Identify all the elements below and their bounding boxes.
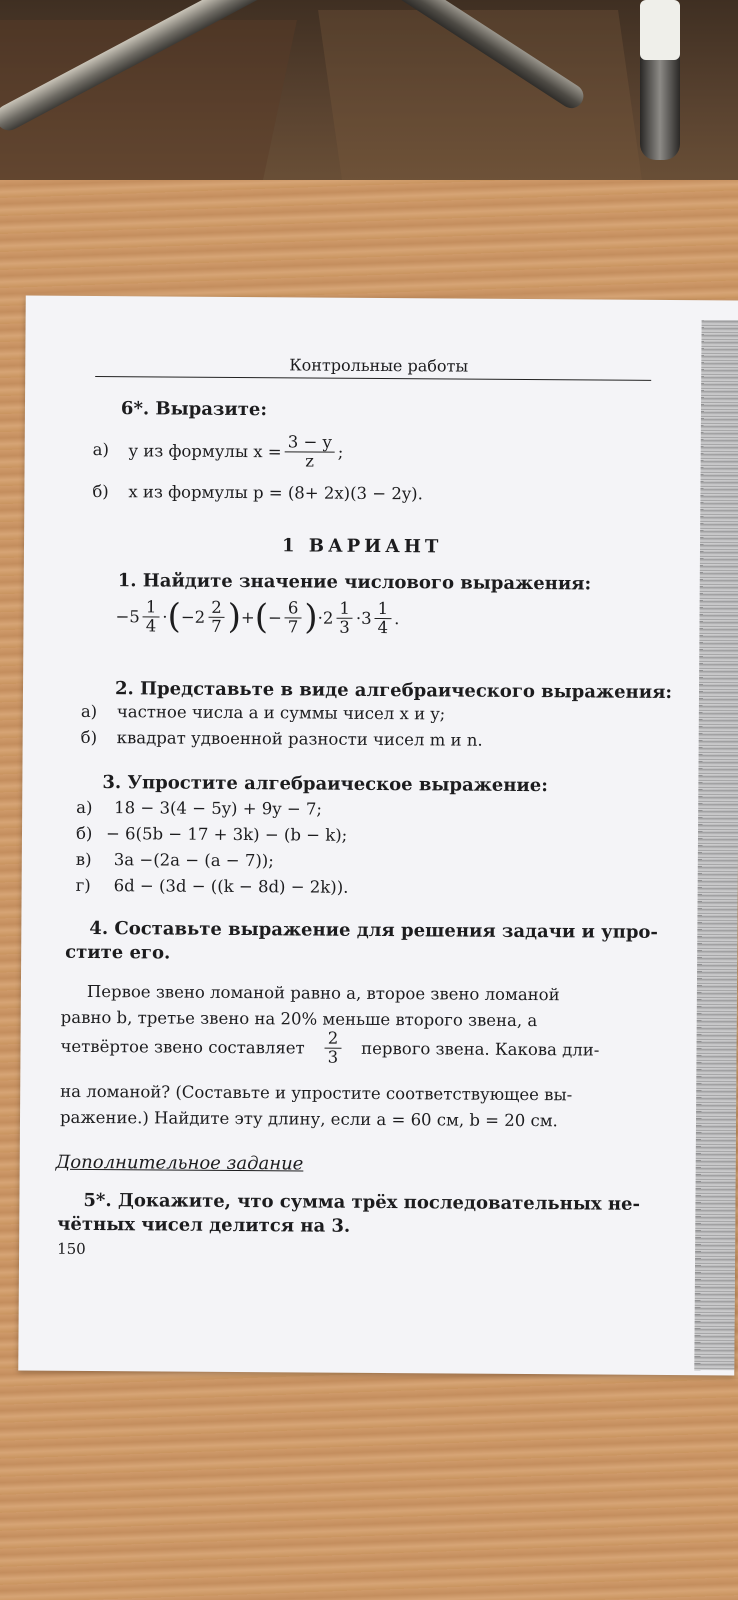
paper-edge-shadow: [694, 320, 738, 1370]
period: .: [394, 608, 400, 628]
task3-a-text: 18 − 3(4 − 5y) + 9y − 7;: [114, 798, 323, 819]
task6-a-text: y из формулы x =: [128, 441, 282, 462]
denominator: 7: [211, 616, 222, 636]
task3-b-label: б): [75, 823, 93, 843]
task4-para-line3a: четвёртое звено составляет: [60, 1036, 305, 1058]
worksheet-page: [18, 296, 738, 1376]
task2-a-text: частное числа a и суммы чисел x и y;: [116, 702, 446, 724]
dot-operator: ·: [162, 606, 168, 627]
expr-whole-2: −2: [180, 607, 206, 627]
expr-whole-5: 3: [361, 608, 372, 628]
numerator: 2: [325, 1030, 342, 1049]
minus-operator: −: [267, 607, 282, 627]
right-paren: ): [227, 596, 242, 638]
expr-fraction-4: [336, 599, 353, 636]
expr-fraction-2: [208, 598, 225, 635]
task3-d-text: 6d − (3d − ((k − 8d) − 2k)).: [113, 876, 349, 897]
task4-para-line4: на ломаной? (Составьте и упростите соответствующее вы-: [60, 1081, 573, 1105]
page-header-title: Контрольные работы: [289, 355, 469, 376]
task5-line2: чётных чисел делится на 3.: [57, 1213, 351, 1237]
right-paren: ): [304, 597, 318, 638]
task4-title-line1: 4. Составьте выражение для решения задачи и упро-: [89, 917, 658, 943]
numerator: 1: [375, 599, 392, 618]
task4-para-line3b: первого звена. Какова дли-: [361, 1038, 600, 1060]
expr-whole-1: −5: [115, 606, 140, 626]
task6-a-label: а): [92, 439, 110, 460]
dot-operator: ·: [317, 608, 323, 628]
expr-whole-4: 2: [322, 608, 334, 628]
task4-para-line1: Первое звено ломаной равно a, второе звено ломаной: [86, 981, 560, 1005]
task6-a-tail: ;: [337, 442, 344, 462]
task6-title: 6*. Выразите:: [120, 398, 268, 421]
denominator: 7: [287, 616, 299, 636]
left-paren: (: [167, 596, 182, 637]
page-number: 150: [57, 1239, 86, 1258]
numerator: 1: [336, 599, 353, 618]
task6-fraction: [285, 433, 335, 470]
left-paren: (: [254, 597, 269, 638]
task2-b-label: б): [80, 727, 98, 748]
numerator: 2: [208, 598, 225, 617]
expr-fraction-3: [285, 599, 302, 636]
task4-fraction: [325, 1030, 342, 1067]
denominator: 4: [377, 617, 389, 637]
task6-b-text: x из формулы p = (8+ 2x)(3 − 2y).: [128, 482, 423, 504]
white-cap: [640, 0, 680, 60]
denominator: 4: [145, 615, 157, 635]
task3-a-label: а): [76, 797, 93, 817]
numerator: 1: [143, 598, 160, 617]
task3-b-text: − 6(5b − 17 + 3k) − (b − k);: [105, 824, 348, 845]
task4-para-line2: равно b, третье звено на 20% меньше второго звена, а: [60, 1007, 538, 1031]
task6-b-label: б): [92, 481, 109, 502]
task3-title: 3. Упростите алгебраическое выражение:: [102, 772, 549, 797]
task3-c-label: в): [75, 849, 92, 869]
task6-numerator: 3 − y: [285, 433, 335, 452]
plus-operator: +: [240, 607, 255, 627]
task3-d-label: г): [75, 875, 91, 895]
task2-title: 2. Представьте в виде алгебраического выражения:: [114, 678, 673, 704]
task3-c-text: 3a −(2a − (a − 7));: [113, 850, 274, 871]
floor-background: [0, 0, 738, 200]
task1-title: 1. Найдите значение числового выражения:: [117, 570, 592, 595]
numerator: 6: [285, 599, 302, 618]
expr-fraction-1: [143, 598, 160, 635]
task4-title-line2: стите его.: [65, 941, 171, 964]
task2-b-text: квадрат удвоенной разности чисел m и n.: [116, 728, 483, 750]
header-rule: [95, 376, 651, 381]
task4-para-line5: ражение.) Найдите эту длину, если a = 60 см, b = 20 см.: [59, 1107, 558, 1131]
task6-a-line: [129, 432, 344, 470]
expr-fraction-5: [375, 599, 392, 636]
task4-para-line3: [60, 1028, 599, 1069]
denominator: 3: [327, 1047, 339, 1067]
variant-title: 1 ВАРИАНТ: [281, 535, 443, 558]
extra-task-heading: Дополнительное задание: [55, 1151, 304, 1175]
dot-operator: ·: [355, 608, 362, 628]
task1-expression: [115, 596, 399, 638]
task5-line1: 5*. Докажите, что сумма трёх последовательных не-: [83, 1189, 641, 1215]
denominator: 3: [339, 617, 350, 637]
task6-denominator: z: [305, 451, 315, 471]
task2-a-label: а): [80, 701, 98, 722]
